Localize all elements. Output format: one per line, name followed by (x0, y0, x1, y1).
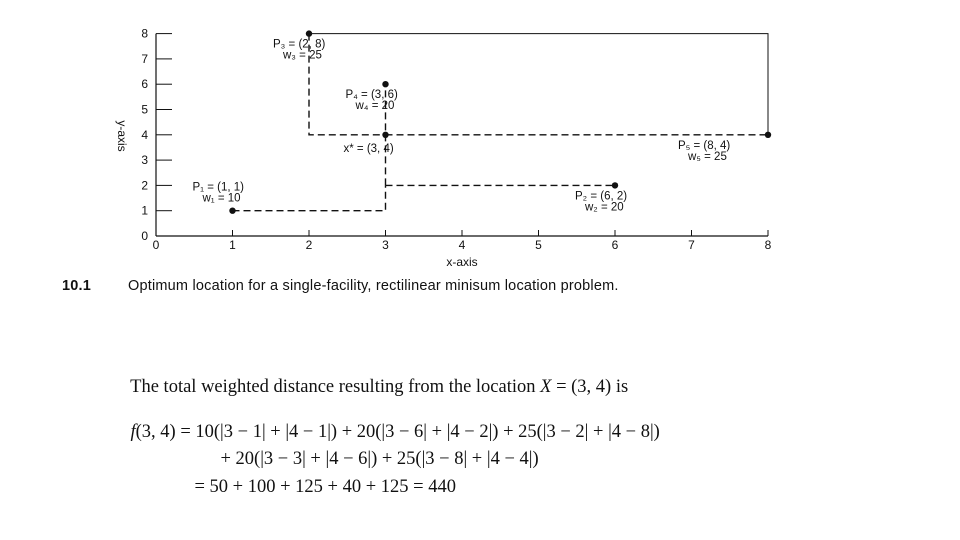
x-tick-label: 4 (458, 238, 466, 252)
x-tick-label: 6 (611, 238, 619, 252)
y-tick-label: 2 (141, 178, 148, 193)
y-axis-label: y-axis (115, 120, 129, 152)
y-tick-label: 1 (141, 203, 148, 218)
optimum-label: x* = (3, 4) (343, 142, 394, 155)
point-weight-p2: w₂ = 20 (585, 201, 624, 214)
point-weight-p3: w₃ = 25 (283, 49, 322, 62)
x-tick-label: 3 (382, 238, 389, 252)
intro-variable: X (540, 377, 552, 397)
point-label-p2: P₂ = (6, 2) (575, 190, 628, 203)
x-tick-label: 0 (152, 238, 160, 252)
point-p4 (382, 81, 388, 87)
x-tick-label: 5 (535, 238, 542, 252)
point-weight-p1: w₁ = 10 (202, 192, 241, 205)
x-tick-label: 2 (305, 238, 313, 252)
point-optimum (382, 132, 388, 138)
y-tick-label: 7 (141, 51, 148, 66)
point-p5 (765, 132, 771, 138)
equation-line-3-text: = 50 + 100 + 125 + 40 + 125 = 440 (194, 477, 456, 497)
x-axis-label: x-axis (446, 255, 478, 269)
point-p1 (229, 208, 235, 214)
point-weight-p5: w₅ = 25 (688, 150, 727, 163)
y-tick-label: 5 (141, 102, 148, 117)
caption-text: Optimum location for a single-facility, rectilinear minisum location problem. (128, 278, 619, 294)
point-labels (193, 39, 731, 214)
caption-number: 10.1 (62, 278, 92, 294)
x-tick-label: 7 (688, 238, 695, 252)
x-tick-label: 8 (764, 238, 772, 252)
function-name: f (130, 422, 136, 442)
equation-line-3 (176, 456, 456, 519)
intro-text: The total weighted distance resulting from the location (130, 377, 536, 397)
x-tick-label: 1 (229, 238, 236, 252)
equation-line-2-text: + 20(|3 − 3| + |4 − 6|) + 25(|3 − 8| + |4 − 4|) (220, 449, 539, 469)
y-tick-label: 0 (141, 229, 148, 243)
y-tick-label: 3 (141, 153, 148, 168)
equation-line-1-text: (3, 4) = 10(|3 − 1| + |4 − 1|) + 20(|3 − 6| + |4 − 2|) + 25(|3 − 2| + |4 − 8|) (135, 422, 660, 442)
point-label-p1: P₁ = (1, 1) (192, 181, 244, 194)
y-tick-label: 4 (141, 127, 148, 142)
point-p3 (306, 30, 312, 36)
y-tick-label: 8 (141, 26, 148, 41)
point-label-p5: P₅ = (8, 4) (678, 139, 731, 152)
intro-rest: = (3, 4) is (551, 377, 629, 397)
top-frame (309, 34, 768, 135)
route-p1 (233, 185, 386, 210)
point-weight-p4: w₄ = 20 (355, 100, 395, 113)
point-label-p3: P₃ = (2, 8) (273, 38, 326, 51)
y-tick-label: 6 (141, 77, 148, 92)
point-p2 (612, 182, 618, 188)
point-label-p4: P₄ = (3, 6) (345, 89, 398, 102)
